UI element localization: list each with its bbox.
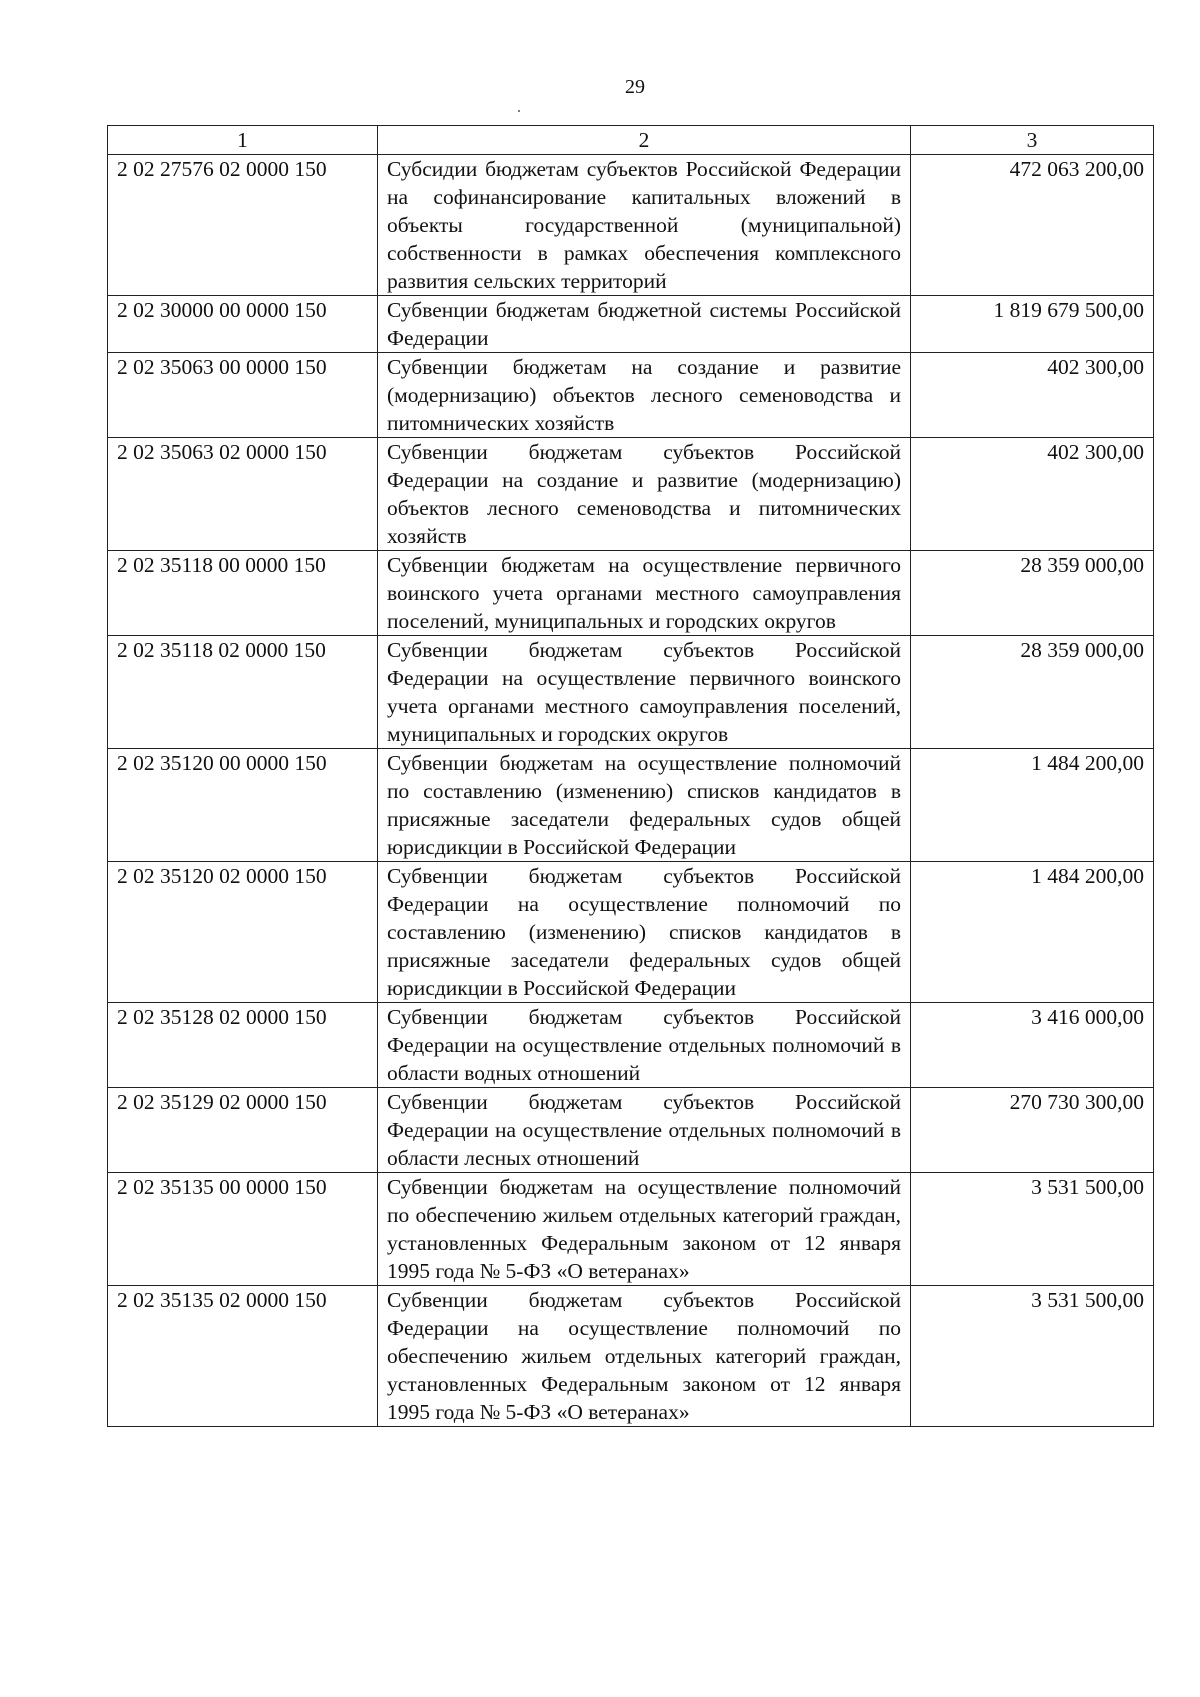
column-header: 2 [378, 126, 911, 155]
amount-cell: 3 531 500,00 [911, 1286, 1154, 1427]
table-row [108, 749, 1154, 862]
scan-dot [518, 110, 520, 112]
amount-cell: 472 063 200,00 [911, 155, 1154, 296]
header-row [108, 126, 1154, 155]
amount-cell: 3 531 500,00 [911, 1173, 1154, 1286]
table-row [108, 1286, 1154, 1427]
budget-code-cell: 2 02 27576 02 0000 150 [108, 155, 378, 296]
budget-code-cell: 2 02 35063 00 0000 150 [108, 353, 378, 438]
budget-code-cell: 2 02 35135 02 0000 150 [108, 1286, 378, 1427]
amount-cell: 1 484 200,00 [911, 749, 1154, 862]
amount-cell: 28 359 000,00 [911, 636, 1154, 749]
description-cell: Субвенции бюджетам бюджетной системы Российской Федерации [378, 296, 911, 353]
budget-table [107, 125, 1154, 1427]
budget-code-cell: 2 02 35120 00 0000 150 [108, 749, 378, 862]
description-cell: Субвенции бюджетам субъектов Российской Федерации на создание и развитие (модернизацию) объектов лесного семеноводства и питомнических хозяйств [378, 438, 911, 551]
table-row [108, 438, 1154, 551]
description-cell: Субсидии бюджетам субъектов Российской Федерации на софинансирование капитальных вложений в объекты государственной (муниципальной) собственности в рамках обеспечения комплексного развития сельских территорий [378, 155, 911, 296]
table-row [108, 636, 1154, 749]
table-row [108, 353, 1154, 438]
amount-cell: 1 484 200,00 [911, 862, 1154, 1003]
table-row [108, 1088, 1154, 1173]
budget-code-cell: 2 02 35118 00 0000 150 [108, 551, 378, 636]
description-cell: Субвенции бюджетам субъектов Российской Федерации на осуществление отдельных полномочий в области водных отношений [378, 1003, 911, 1088]
budget-code-cell: 2 02 35063 02 0000 150 [108, 438, 378, 551]
description-cell: Субвенции бюджетам на осуществление первичного воинского учета органами местного самоуправления поселений, муниципальных и городских округов [378, 551, 911, 636]
description-cell: Субвенции бюджетам субъектов Российской Федерации на осуществление первичного воинского учета органами местного самоуправления поселений, муниципальных и городских округов [378, 636, 911, 749]
budget-code-cell: 2 02 35128 02 0000 150 [108, 1003, 378, 1088]
amount-cell: 3 416 000,00 [911, 1003, 1154, 1088]
description-cell: Субвенции бюджетам на создание и развитие (модернизацию) объектов лесного семеноводства и питомнических хозяйств [378, 353, 911, 438]
table-row [108, 1173, 1154, 1286]
column-header: 3 [911, 126, 1154, 155]
description-cell: Субвенции бюджетам на осуществление полномочий по обеспечению жильем отдельных категорий граждан, установленных Федеральным законом от 12 января 1995 года № 5-ФЗ «О ветеранах» [378, 1173, 911, 1286]
column-header: 1 [108, 126, 378, 155]
budget-code-cell: 2 02 35118 02 0000 150 [108, 636, 378, 749]
budget-code-cell: 2 02 35120 02 0000 150 [108, 862, 378, 1003]
table-row [108, 862, 1154, 1003]
description-cell: Субвенции бюджетам субъектов Российской Федерации на осуществление полномочий по составлению (изменению) списков кандидатов в присяжные заседатели федеральных судов общей юрисдикции в Российской Федерации [378, 862, 911, 1003]
description-cell: Субвенции бюджетам на осуществление полномочий по составлению (изменению) списков кандидатов в присяжные заседатели федеральных судов общей юрисдикции в Российской Федерации [378, 749, 911, 862]
amount-cell: 402 300,00 [911, 353, 1154, 438]
table-row [108, 551, 1154, 636]
budget-code-cell: 2 02 30000 00 0000 150 [108, 296, 378, 353]
page-number: 29 [625, 76, 645, 98]
amount-cell: 270 730 300,00 [911, 1088, 1154, 1173]
budget-code-cell: 2 02 35129 02 0000 150 [108, 1088, 378, 1173]
table-row [108, 296, 1154, 353]
amount-cell: 402 300,00 [911, 438, 1154, 551]
amount-cell: 28 359 000,00 [911, 551, 1154, 636]
description-cell: Субвенции бюджетам субъектов Российской Федерации на осуществление полномочий по обеспечению жильем отдельных категорий граждан, установленных Федеральным законом от 12 января 1995 года № 5-ФЗ «О ветеранах» [378, 1286, 911, 1427]
budget-code-cell: 2 02 35135 00 0000 150 [108, 1173, 378, 1286]
amount-cell: 1 819 679 500,00 [911, 296, 1154, 353]
table-row [108, 1003, 1154, 1088]
description-cell: Субвенции бюджетам субъектов Российской Федерации на осуществление отдельных полномочий в области лесных отношений [378, 1088, 911, 1173]
table-row [108, 155, 1154, 296]
table-body [108, 155, 1154, 1427]
